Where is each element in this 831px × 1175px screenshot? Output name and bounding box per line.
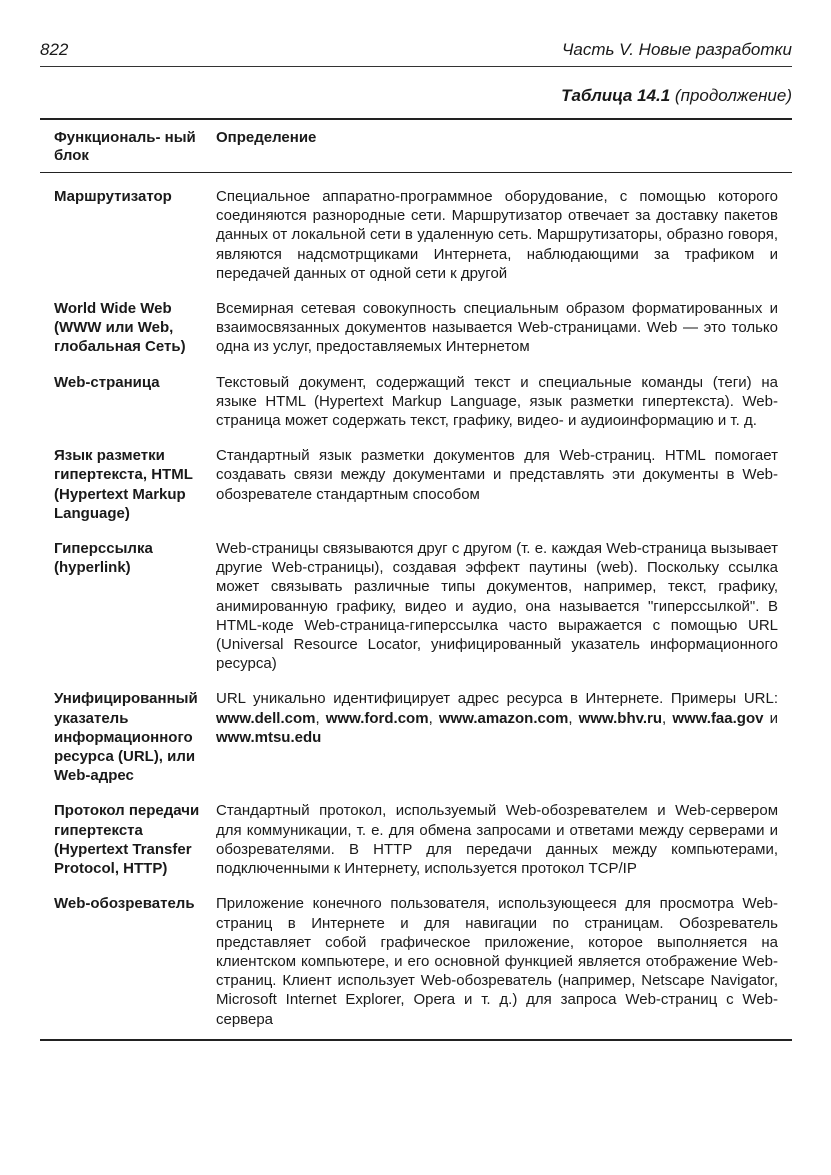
definition: Стандартный протокол, используемый Web-обозревателем и Web-сервером для коммуникации, т. е. для обмена запросами и ответами между серверами и обозревателями. В HTTP для передачи данных между компьютерами, подключенными к Интернету, используется протокол TCP/IP	[216, 802, 778, 878]
definition: Текстовый документ, содержащий текст и специальные команды (теги) на языке HTML (Hypertext Markup Language, язык разметки гипертекста). Web-страница может содержать текст, графику, видео- и аудиоинформацию и т. д.	[216, 373, 778, 430]
definition: Всемирная сетевая совокупность специальным образом форматированных и взаимосвязанных документов называется Web-страницами. Web — это только одна из услуг, предоставляемых Интернетом	[216, 300, 778, 356]
definition: Приложение конечного пользователя, использующееся для просмотра Web-страниц в Интернете и для навигации по страницам. Обозреватель представляет собой графическое приложение, которое выполняется на клиентском компьютере, и его основной функцией является отображение Web-страниц. Клиент использует Web-обозреватель (например, Netscape Navigator, Microsoft Internet Explorer, Opera и т. д.) для запроса Web-страниц с Web-сервера	[216, 895, 778, 1028]
term: Язык разметки гипертекста, HTML (Hypertext Markup Language)	[54, 447, 193, 522]
separator: ,	[315, 709, 326, 727]
definition: Web-страницы связываются друг с другом (т. е. каждая Web-страница вызывает другие Web-страницы), создавая эффект паутины (web). Поскольку ссылка может связывать различные типы документов, например, текст, графику, анимированную графику, видео и аудио, она называется "гиперссылкой". В HTML-коде Web-страница-гиперссылка часто выражается с помощью URL (Universal Resource Locator, унифицированный указатель информационного ресурса)	[216, 540, 778, 673]
table-row	[40, 886, 792, 1038]
table-caption-note: (продолжение)	[670, 86, 792, 105]
term: Web-страница	[54, 373, 160, 391]
url-example: www.dell.com	[216, 709, 316, 727]
term: World Wide Web (WWW или Web, глобальная Сеть)	[54, 300, 186, 356]
term: Web-обозреватель	[54, 895, 195, 913]
separator: ,	[428, 709, 439, 727]
table-row	[40, 438, 792, 531]
separator: ,	[662, 709, 673, 727]
table-row	[40, 793, 792, 886]
table-row	[40, 365, 792, 439]
definition: Стандартный язык разметки документов для Web-страниц. HTML помогает создавать связи между документами и представлять эти документы в Web-обозревателе стандартным способом	[216, 447, 778, 503]
definition-text: URL уникально идентифицирует адрес ресурса в Интернете. Примеры URL:	[216, 690, 778, 708]
table-row	[40, 291, 792, 365]
definition	[216, 689, 792, 785]
table-row	[40, 173, 792, 291]
definition: Специальное аппаратно-программное оборудование, с помощью которого соединяются разнородные сети. Маршрутизатор отвечает за доставку пакетов данных от локальной сети в удаленную сеть. Маршрутизаторы, образно говоря, являются надсмотрщиками Интернета, наблюдающими за трафиком и передачей данных от одной сети к другой	[216, 188, 778, 282]
running-title: Часть V. Новые разработки	[561, 40, 792, 59]
url-example: www.amazon.com	[438, 709, 569, 727]
table-row	[40, 531, 792, 681]
column-header-block: Функциональ- ный блок	[54, 129, 196, 164]
term: Гиперссылка (hyperlink)	[54, 540, 153, 577]
term: Маршрутизатор	[54, 188, 172, 205]
table-caption	[561, 86, 792, 106]
separator: ,	[568, 709, 579, 727]
term: Протокол передачи гипертекста (Hypertext Transfer Protocol, HTTP)	[54, 802, 200, 878]
page-header	[40, 38, 792, 67]
column-header-definition: Определение	[216, 129, 317, 146]
separator: и	[763, 709, 778, 727]
table-header	[40, 120, 792, 173]
definitions-table	[40, 118, 792, 1041]
term: Унифицированный указатель информационного ресурса (URL), или Web-адрес	[54, 690, 198, 785]
url-example: www.mtsu.edu	[216, 728, 322, 746]
table-row	[40, 681, 792, 793]
url-example: www.ford.com	[325, 709, 429, 727]
url-example: www.bhv.ru	[578, 709, 663, 727]
url-example: www.faa.gov	[672, 709, 764, 727]
page-number: 822	[40, 40, 69, 59]
table-caption-label: Таблица 14.1	[561, 86, 671, 105]
